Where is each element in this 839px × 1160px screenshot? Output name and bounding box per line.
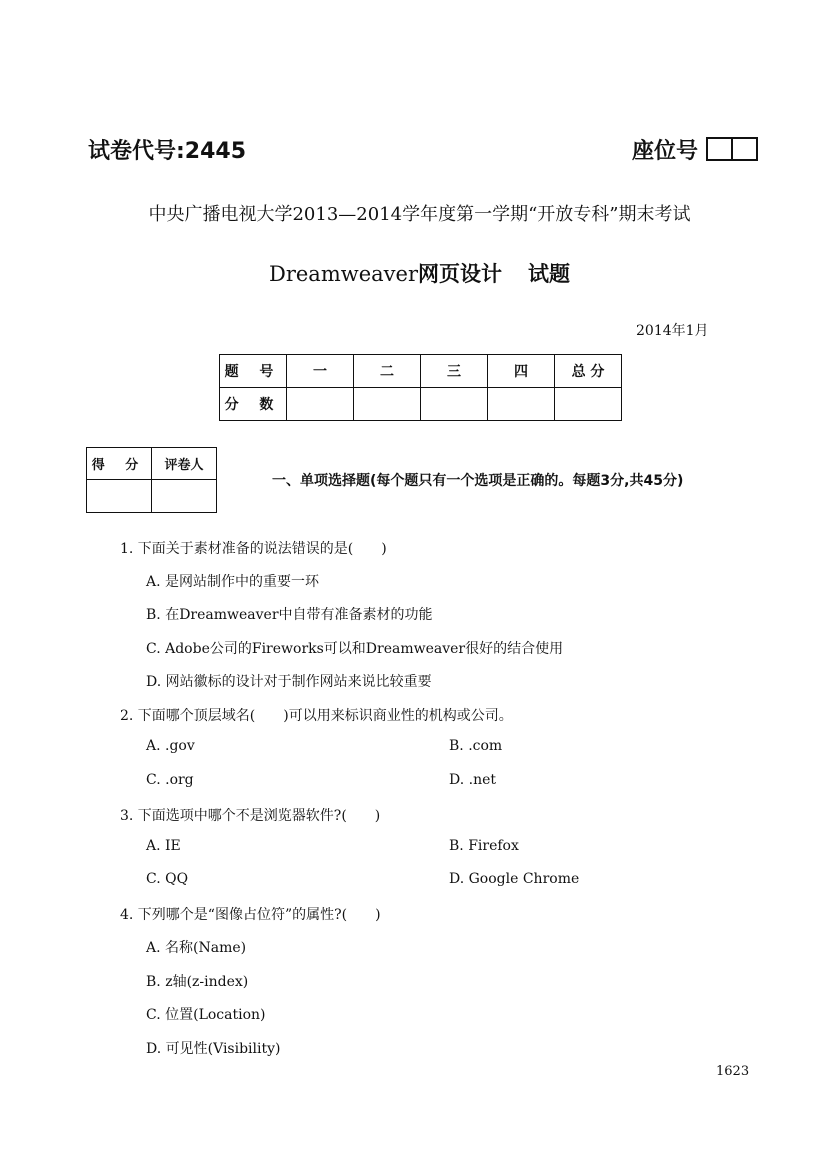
question-option: B. .com: [449, 738, 503, 754]
score-table: [219, 354, 622, 421]
question-option: C. Adobe公司的Fireworks可以和Dreamweaver很好的结合使用: [146, 641, 564, 657]
grader-name-entry[interactable]: [152, 480, 217, 513]
score-entry-cell[interactable]: [421, 388, 488, 421]
question-option: D. .net: [449, 772, 497, 788]
title-course-cn: 网页设计: [418, 262, 502, 286]
score-table-header-row: [220, 355, 622, 388]
question-stem: 1. 下面关于素材准备的说法错误的是( ): [120, 541, 387, 557]
question-option: D. 网站徽标的设计对于制作网站来说比较重要: [146, 674, 432, 690]
score-table-cell: 总 分: [555, 355, 622, 388]
score-entry-cell[interactable]: [488, 388, 555, 421]
question-option: C. .org: [146, 772, 194, 788]
score-entry-cell[interactable]: [555, 388, 622, 421]
grader-score-label: 得 分: [87, 448, 152, 480]
score-table-cell: 题 号: [220, 355, 287, 388]
question-option: A. IE: [146, 838, 181, 854]
grader-name-label: 评卷人: [152, 448, 217, 480]
section-title: 一、单项选择题(每个题只有一个选项是正确的。每题3分,共45分): [272, 473, 684, 489]
score-table-cell: 一: [287, 355, 354, 388]
exam-date: 2014年1月: [636, 323, 709, 339]
paper-code: 试卷代号:2445: [88, 139, 247, 164]
seat-number-boxes[interactable]: [706, 137, 758, 161]
question-option: B. 在Dreamweaver中自带有准备素材的功能: [146, 607, 433, 623]
exam-title: [0, 258, 839, 288]
question-option: C. 位置(Location): [146, 1007, 266, 1023]
question-option: C. QQ: [146, 871, 189, 887]
grader-score-entry[interactable]: [87, 480, 152, 513]
question-option: A. 是网站制作中的重要一环: [146, 574, 320, 590]
score-row-label: 分 数: [220, 388, 287, 421]
score-table-cell: 三: [421, 355, 488, 388]
grader-table: [86, 447, 217, 513]
question-option: A. .gov: [146, 738, 195, 754]
question-option: D. Google Chrome: [449, 871, 580, 887]
question-option: A. 名称(Name): [146, 940, 247, 956]
seat-number-label: 座位号: [632, 139, 699, 164]
question-stem: 3. 下面选项中哪个不是浏览器软件?( ): [120, 808, 381, 824]
grader-table-entry-row: [87, 480, 217, 513]
question-option: D. 可见性(Visibility): [146, 1041, 281, 1057]
question-stem: 4. 下列哪个是“图像占位符”的属性?( ): [120, 907, 381, 923]
title-course: Dreamweaver: [269, 262, 418, 286]
score-table-cell: 四: [488, 355, 555, 388]
score-table-cell: 二: [354, 355, 421, 388]
question-option: B. z轴(z-index): [146, 974, 249, 990]
question-option: B. Firefox: [449, 838, 519, 854]
university-exam-line: 中央广播电视大学2013—2014学年度第一学期“开放专科”期末考试: [148, 204, 691, 225]
score-entry-cell[interactable]: [354, 388, 421, 421]
score-table-score-row: [220, 388, 622, 421]
page-number: 1623: [716, 1064, 750, 1079]
grader-table-header-row: [87, 448, 217, 480]
title-suffix: 试题: [528, 262, 570, 286]
score-entry-cell[interactable]: [287, 388, 354, 421]
question-stem: 2. 下面哪个顶层域名( )可以用来标识商业性的机构或公司。: [120, 708, 513, 724]
